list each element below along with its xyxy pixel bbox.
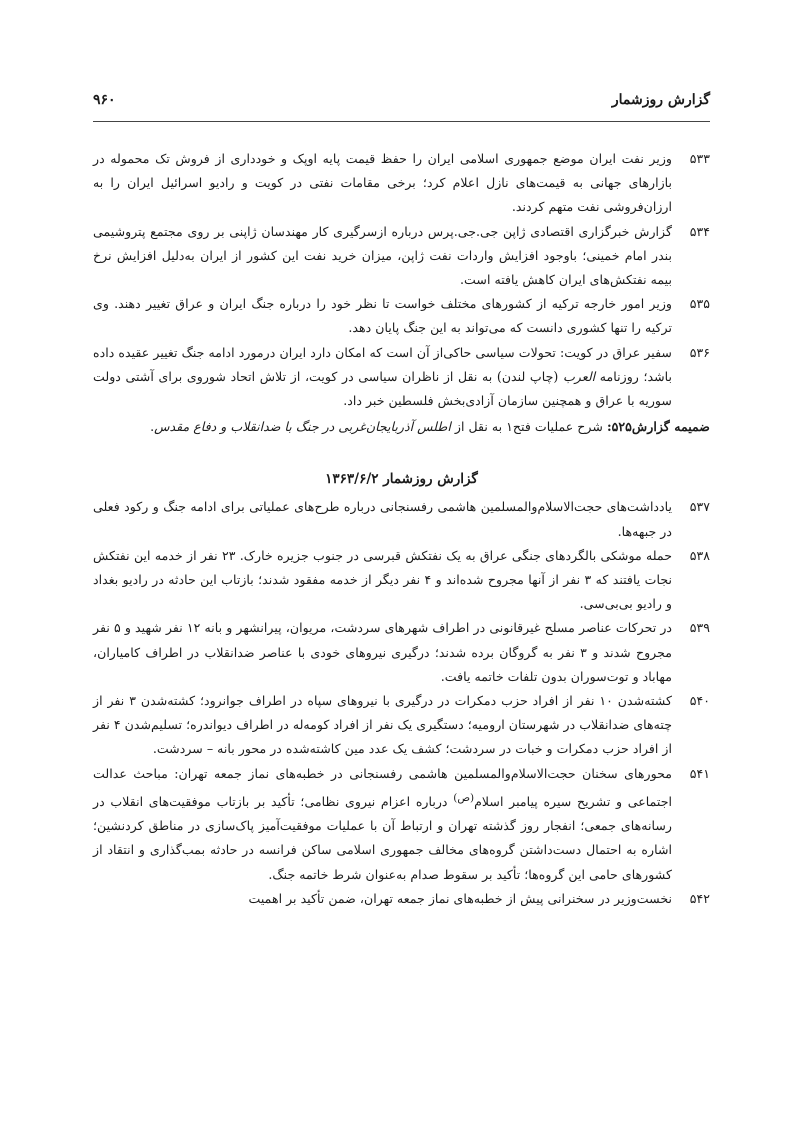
report-entry <box>93 292 710 340</box>
entry-text-continued: درباره اعزام نیروی نظامی؛ تأکید بر بازتاب موفقیت‌های انقلاب در رسانه‌های جمعی؛ انفجار روز گذشته تهران و ارتباط آن با عملیات موفقیت‌آمیز پاک‌سازی در مناطق کردنشین؛ اشاره به احتمال دست‌داشتن گروه‌های مخالف جمهوری اسلامی ساکن فرانسه در حادثه بمب‌گذاری و انتقاد از کشورهای حامی این گروه‌ها؛ تأکید بر سقوط صدام به‌عنوان شرط خاتمه جنگ. <box>93 794 672 882</box>
entry-text: وزیر نفت ایران موضع جمهوری اسلامی ایران را حفظ قیمت پایه اوپک و خودداری از فروش تک محموله در بازارهای جهانی به قیمت‌های نازل اعلام کرد؛ برخی مقامات نفتی در کویت و رادیو اسرائیل ایران را به ارزان‌فروشی نفت متهم کردند. <box>93 151 672 215</box>
entry-text: کشته‌شدن ۱۰ نفر از افراد حزب دمکرات در درگیری با نیروهای سپاه در اطراف جوانرود؛ کشته‌شدن ۳ نفر از چته‌های ضدانقلاب در شهرستان ارومیه؛ دستگیری یک نفر از افراد کومه‌له در اطراف دیواندره؛ تسلیم‌شدن ۴ نفر از افراد حزب دمکرات و خبات در سردشت؛ کشف یک عدد مین کاشته‌شده در محور بانه – سردشت. <box>93 693 672 757</box>
entry-text: گزارش خبرگزاری اقتصادی ژاپن جی.جی.پرس درباره ازسرگیری کار مهندسان ژاپنی بر روی مجتمع پتروشیمی بندر امام خمینی؛ باوجود افزایش واردات نفت ژاپن، میزان خرید نفت این کشور از ایران به‌دلیل افزایش نرخ بیمه نفتکش‌های ایران کاهش یافته است. <box>93 223 672 288</box>
report-entry <box>93 616 710 689</box>
entry-number: ۵۳۵ <box>689 296 710 312</box>
report-entry <box>93 887 710 911</box>
entry-number: ۵۴۲ <box>689 890 710 906</box>
report-entry <box>93 762 710 887</box>
section-title: گزارش روزشمار ۱۳۶۳/۶/۲ <box>325 471 478 488</box>
report-entry <box>93 147 710 220</box>
entry-text: یادداشت‌های حجت‌الاسلام‌والمسلمین هاشمی رفسنجانی درباره طرح‌های عملیاتی برای ادامه جنگ و رکود فعلی در جبهه‌ها. <box>93 499 672 539</box>
annex-book-title: اطلس آذربایجان‌غربی در جنگ با ضدانقلاب و دفاع مقدس <box>154 419 451 435</box>
annex-text: شرح عملیات فتح۱ به نقل از <box>454 419 603 435</box>
report-entry <box>93 220 710 293</box>
report-entry <box>93 495 710 543</box>
entry-text: سفیر عراق در کویت: تحولات سیاسی حاکی‌از آن است که امکان دارد ایران درمورد ادامه جنگ تغییر عقیده داده باشد؛ روزنامه <box>93 344 672 384</box>
entry-text: در تحرکات عناصر مسلح غیرقانونی در اطراف شهرهای سردشت، مریوان، پیرانشهر و بانه ۱۲ نفر شهید و ۵ نفر مجروح شدند و ۳ نفر به گروگان برده شدند؛ درگیری نیروهای خودی با عناصر ضدانقلاب در اطراف کامیاران، مهاباد و توت‌سوران بدون تلفات خاتمه یافت. <box>93 620 673 684</box>
annex-label: ضمیمه گزارش۵۲۵: <box>606 419 710 435</box>
page-body <box>93 147 710 911</box>
report-entry <box>93 689 710 762</box>
entry-text: محورهای سخنان حجت‌الاسلام‌والمسلمین هاشمی رفسنجانی در خطبه‌های نماز جمعه تهران: مباحث عدالت اجتماعی و تشریح سیره پیامبر اسلام <box>93 765 672 810</box>
entry-number: ۵۳۸ <box>689 547 710 563</box>
entry-text: حمله موشکی بالگردهای جنگی عراق به یک نفتکش قبرسی در جنوب جزیره خارک. ۲۳ نفر از خدمه این نفتکش نجات یافتند که ۳ نفر از آنها مجروح شده‌اند و ۴ نفر دیگر از خدمه مفقود شدند؛ بازتاب این حادثه در رادیو بغداد و رادیو بی‌بی‌سی. <box>93 547 672 612</box>
entry-number: ۵۳۳ <box>689 151 710 166</box>
entry-text-continued: (چاپ لندن) به نقل از ناظران سیاسی در کویت، از تلاش اتحاد شوروی برای آشتی دولت سوریه با عراق و همچنین سازمان آزادی‌بخش فلسطین خبر داد. <box>93 368 672 409</box>
entry-number: ۵۳۴ <box>689 223 710 239</box>
page-number: ۹۶۰ <box>93 92 116 108</box>
honorific-superscript: (ص) <box>453 791 475 804</box>
entry-number: ۵۴۰ <box>689 693 710 709</box>
report-entry <box>93 341 710 414</box>
entry-text: وزیر امور خارجه ترکیه از کشورهای مختلف خواست تا نظر خود را درباره جنگ ایران و عراق تغییر دهند. وی ترکیه را تنها کشوری دانست که می‌تواند به این جنگ پایان دهد. <box>93 296 672 336</box>
annex-end: . <box>150 419 155 435</box>
entry-text: نخست‌وزیر در سخنرانی پیش از خطبه‌های نماز جمعه تهران، ضمن تأکید بر اهمیت <box>248 890 672 906</box>
report-entry <box>93 544 710 617</box>
annex-note <box>93 415 710 439</box>
entry-number: ۵۳۹ <box>689 620 710 636</box>
entry-number: ۵۳۷ <box>689 499 710 515</box>
entry-number: ۵۴۱ <box>689 765 710 781</box>
running-header-title: گزارش روزشمار <box>611 92 710 108</box>
newspaper-title: العرب <box>562 368 596 384</box>
entry-number: ۵۳۶ <box>689 344 710 360</box>
header-divider <box>93 121 710 122</box>
